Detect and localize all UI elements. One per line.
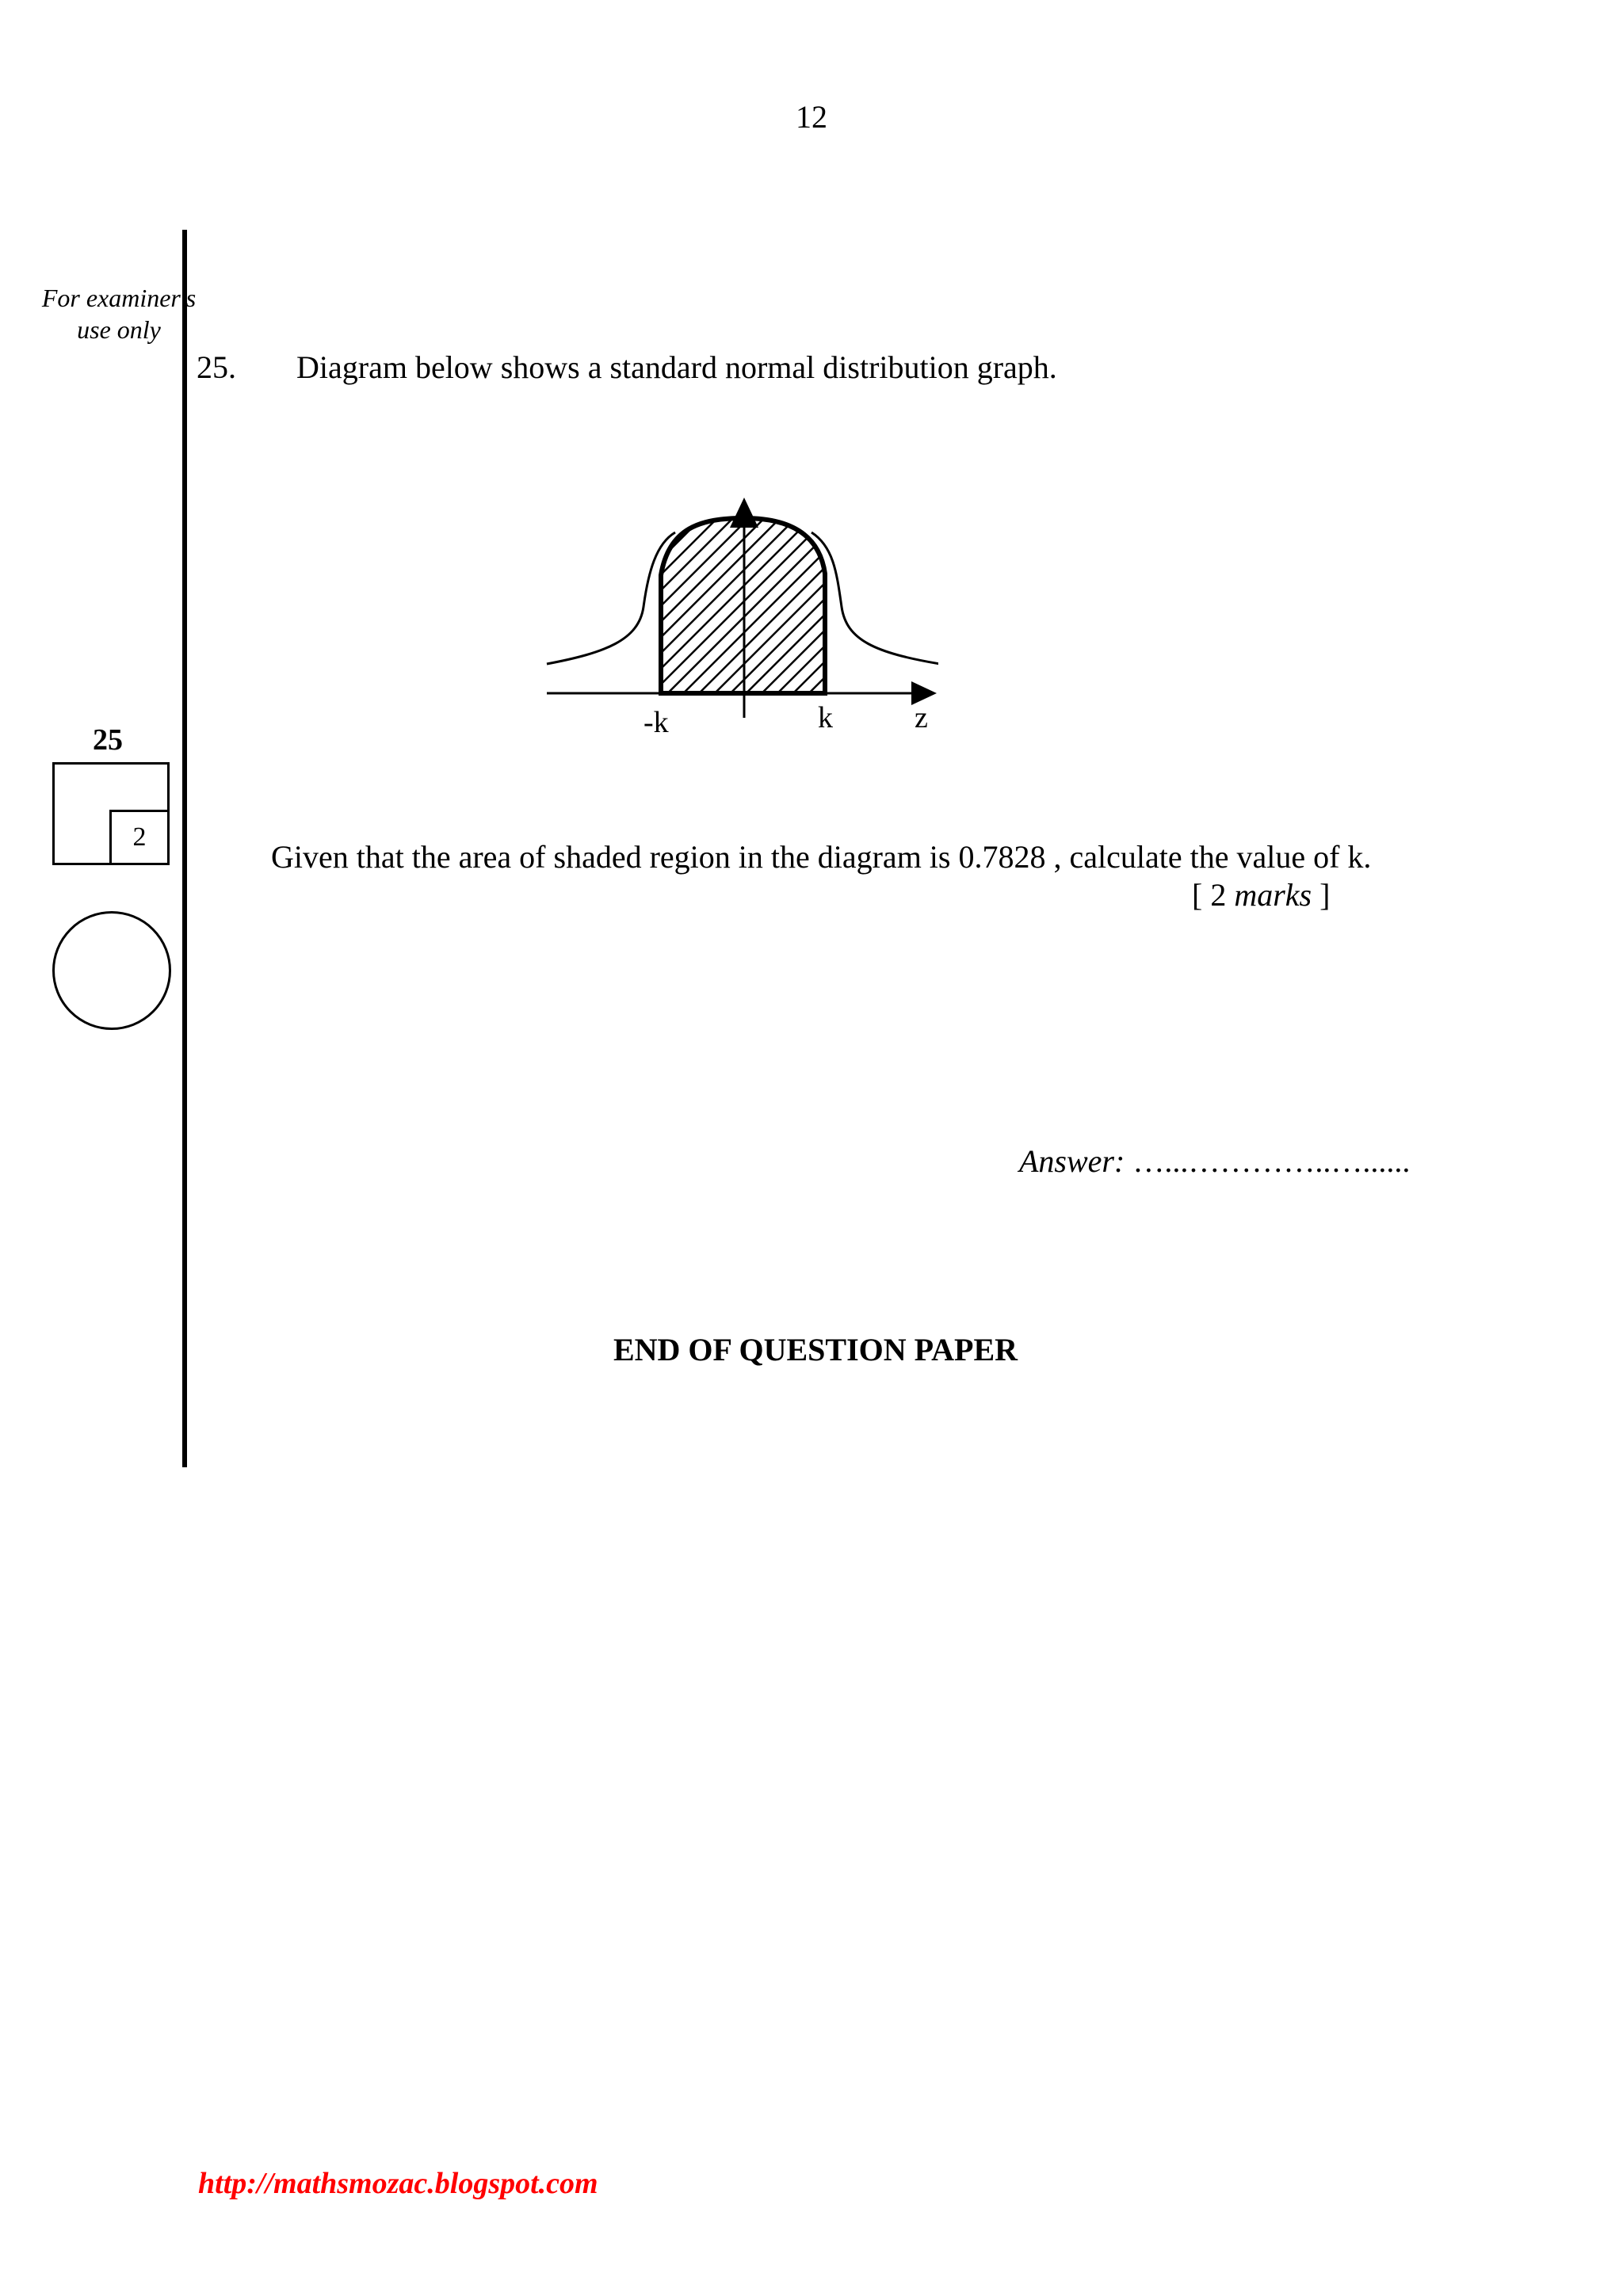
question-number: 25. [197, 349, 236, 385]
marks-available: 2 [109, 810, 170, 865]
marks-close: ] [1312, 877, 1331, 913]
label-z: z [915, 701, 928, 734]
page-number: 12 [796, 99, 827, 135]
examiner-use-note [16, 282, 222, 345]
marks-open: [ 2 [1192, 877, 1235, 913]
given-statement: Given that the area of shaded region in the diagram is 0.7828 , calculate the value of k. [271, 839, 1372, 875]
answer-dots: …...…………..…...... [1125, 1143, 1411, 1179]
bell-curve-left-tail [547, 532, 675, 664]
margin-question-number: 25 [93, 723, 123, 757]
answer-line[interactable] [1019, 1142, 1410, 1180]
marks-word: marks [1234, 877, 1312, 913]
question-text: Diagram below shows a standard normal distribution graph. [296, 349, 1057, 385]
footer-url[interactable]: http://mathsmozac.blogspot.com [198, 2167, 598, 2200]
marks-allocation [1192, 876, 1330, 913]
bell-curve-right-tail [812, 532, 938, 664]
label-neg-k: -k [643, 706, 669, 739]
label-k: k [818, 701, 833, 734]
end-of-paper: END OF QUESTION PAPER [613, 1332, 1018, 1367]
score-circle [52, 911, 171, 1030]
examiner-note-line-2: use only [77, 315, 161, 344]
answer-label: Answer: [1019, 1143, 1125, 1179]
normal-distribution-diagram [542, 488, 938, 749]
vertical-axis-arrowhead [730, 498, 758, 528]
examiner-note-line-1: For examiner's [41, 284, 197, 312]
margin-rule [182, 230, 187, 1467]
marks-box [52, 762, 170, 865]
